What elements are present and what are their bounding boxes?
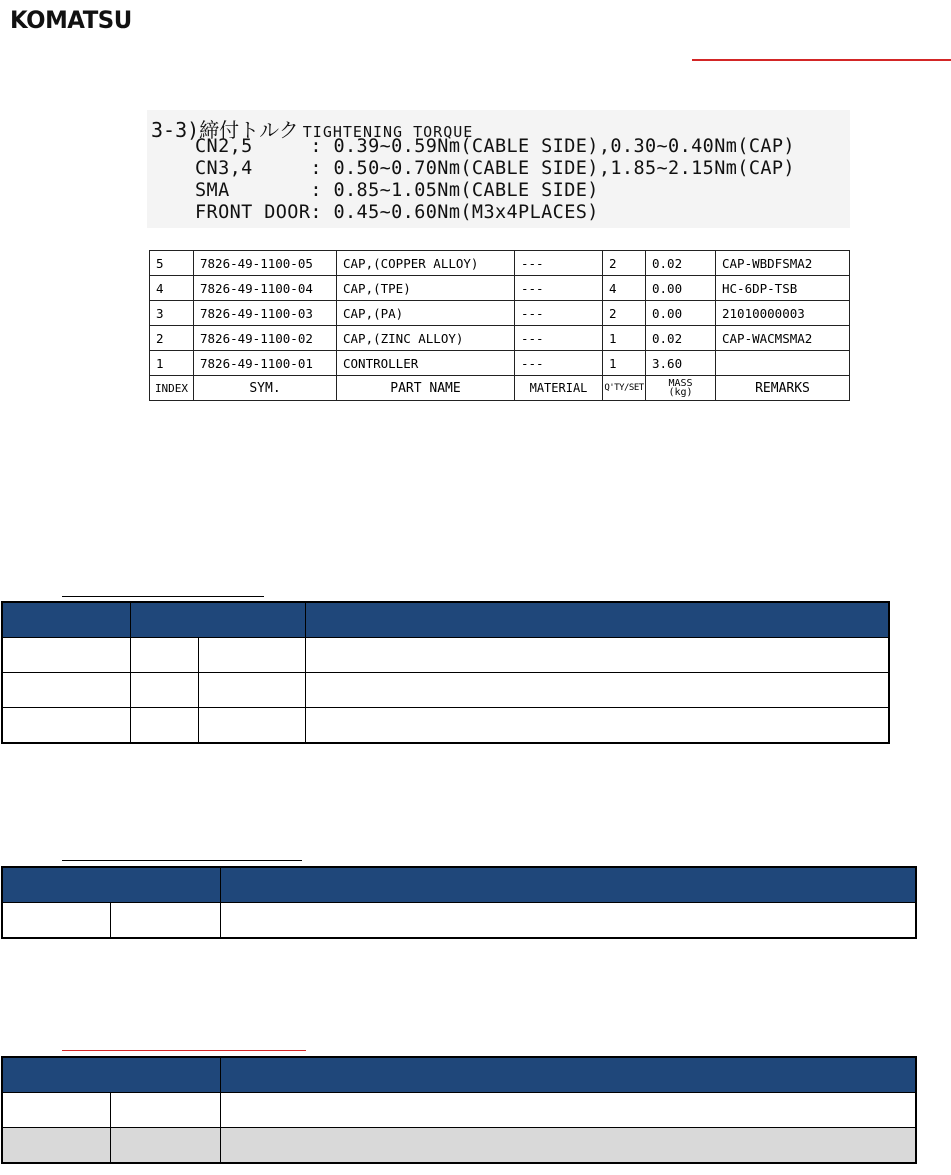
header-cell [130,602,305,638]
parts-cell-qty: 2 [603,251,646,276]
table-header-row [2,602,889,638]
parts-cell-index: 2 [150,326,194,351]
table-cell [2,708,130,744]
tightening-torque-note [147,110,850,228]
parts-cell-index: 5 [150,251,194,276]
table-cell [2,1128,110,1164]
parts-cell-remarks: HC-6DP-TSB [716,276,850,301]
table-cell [198,673,305,708]
header-cell [220,1057,916,1093]
table-row [2,708,889,744]
parts-cell-mass: 0.02 [646,251,716,276]
torque-line-cn34: CN3,4 : 0.50~0.70Nm(CABLE SIDE),1.85~2.15Nm(CAP) [195,158,795,179]
parts-cell-qty: 4 [603,276,646,301]
parts-cell-material: --- [515,326,603,351]
parts-cell-remarks: CAP-WBDFSMA2 [716,251,850,276]
table-cell [130,673,198,708]
parts-cell-remarks: CAP-WACMSMA2 [716,326,850,351]
torque-line-front-door: FRONT DOOR: 0.45~0.60Nm(M3x4PLACES) [195,202,599,223]
section-3-heading-rule [62,1050,306,1051]
section-1-table [1,601,890,744]
parts-cell-index: 3 [150,301,194,326]
table-cell [198,708,305,744]
torque-line-sma: SMA : 0.85~1.05Nm(CABLE SIDE) [195,180,599,201]
parts-cell-material: --- [515,301,603,326]
parts-header-index: INDEX [150,376,194,401]
table-cell [130,638,198,673]
table-row [2,1093,916,1128]
parts-cell-qty: 1 [603,326,646,351]
section-2-heading-rule [62,860,302,861]
parts-row [150,301,850,326]
torque-heading-code: 3-3)締付トルク [151,118,299,142]
parts-cell-index: 1 [150,351,194,376]
parts-cell-index: 4 [150,276,194,301]
table-header-row [2,1057,916,1093]
parts-cell-mass: 0.00 [646,276,716,301]
section-3-table [1,1056,917,1164]
parts-cell-sym: 7826-49-1100-01 [194,351,337,376]
parts-cell-material: --- [515,351,603,376]
table-cell [220,1093,916,1128]
parts-list-table [149,250,850,401]
parts-header-row [150,376,850,401]
parts-header-mass-label: MASS [668,378,693,389]
parts-cell-remarks: 21010000003 [716,301,850,326]
parts-header-qty: Q'TY/SET [603,376,646,401]
table-cell [198,638,305,673]
torque-heading-en: TIGHTENING TORQUE [302,123,474,141]
parts-row [150,326,850,351]
parts-cell-part-name: CAP,(ZINC ALLOY) [337,326,515,351]
parts-cell-mass: 0.00 [646,301,716,326]
table-cell [2,1093,110,1128]
table-cell [305,708,889,744]
table-header-row [2,867,916,903]
table-cell [2,903,110,939]
table-cell [2,673,130,708]
parts-header-remarks: REMARKS [716,376,850,401]
parts-cell-sym: 7826-49-1100-05 [194,251,337,276]
parts-cell-qty: 1 [603,351,646,376]
parts-cell-mass: 0.02 [646,326,716,351]
parts-row [150,351,850,376]
header-cell [220,867,916,903]
table-cell [130,708,198,744]
torque-line-cn25: CN2,5 : 0.39~0.59Nm(CABLE SIDE),0.30~0.40Nm(CAP) [195,136,795,157]
parts-header-material: MATERIAL [515,376,603,401]
header-cell [2,867,220,903]
header-red-rule [692,59,951,61]
parts-cell-material: --- [515,251,603,276]
header-cell [305,602,889,638]
table-cell [220,1128,916,1164]
parts-cell-sym: 7826-49-1100-02 [194,326,337,351]
parts-cell-sym: 7826-49-1100-03 [194,301,337,326]
parts-cell-material: --- [515,276,603,301]
table-row [2,673,889,708]
table-row [2,638,889,673]
parts-cell-part-name: CAP,(PA) [337,301,515,326]
komatsu-logo: KOMATSU [10,6,132,34]
table-cell [110,1093,220,1128]
parts-header-mass [646,376,716,401]
parts-row [150,276,850,301]
table-cell [110,1128,220,1164]
table-cell [305,638,889,673]
section-2-table [1,866,917,939]
parts-cell-remarks [716,351,850,376]
table-row [2,1128,916,1164]
header-cell [2,602,130,638]
parts-header-mass-unit: (kg) [668,387,693,398]
parts-cell-part-name: CONTROLLER [337,351,515,376]
parts-cell-sym: 7826-49-1100-04 [194,276,337,301]
table-cell [220,903,916,939]
parts-header-part-name: PART NAME [337,376,515,401]
parts-cell-part-name: CAP,(TPE) [337,276,515,301]
parts-cell-mass: 3.60 [646,351,716,376]
parts-cell-part-name: CAP,(COPPER ALLOY) [337,251,515,276]
table-row [2,903,916,939]
header-cell [2,1057,220,1093]
parts-row [150,251,850,276]
parts-cell-qty: 2 [603,301,646,326]
section-1-heading-rule [62,596,264,597]
table-cell [2,638,130,673]
table-cell [110,903,220,939]
parts-header-sym: SYM. [194,376,337,401]
drawing-image [147,110,850,413]
table-cell [305,673,889,708]
